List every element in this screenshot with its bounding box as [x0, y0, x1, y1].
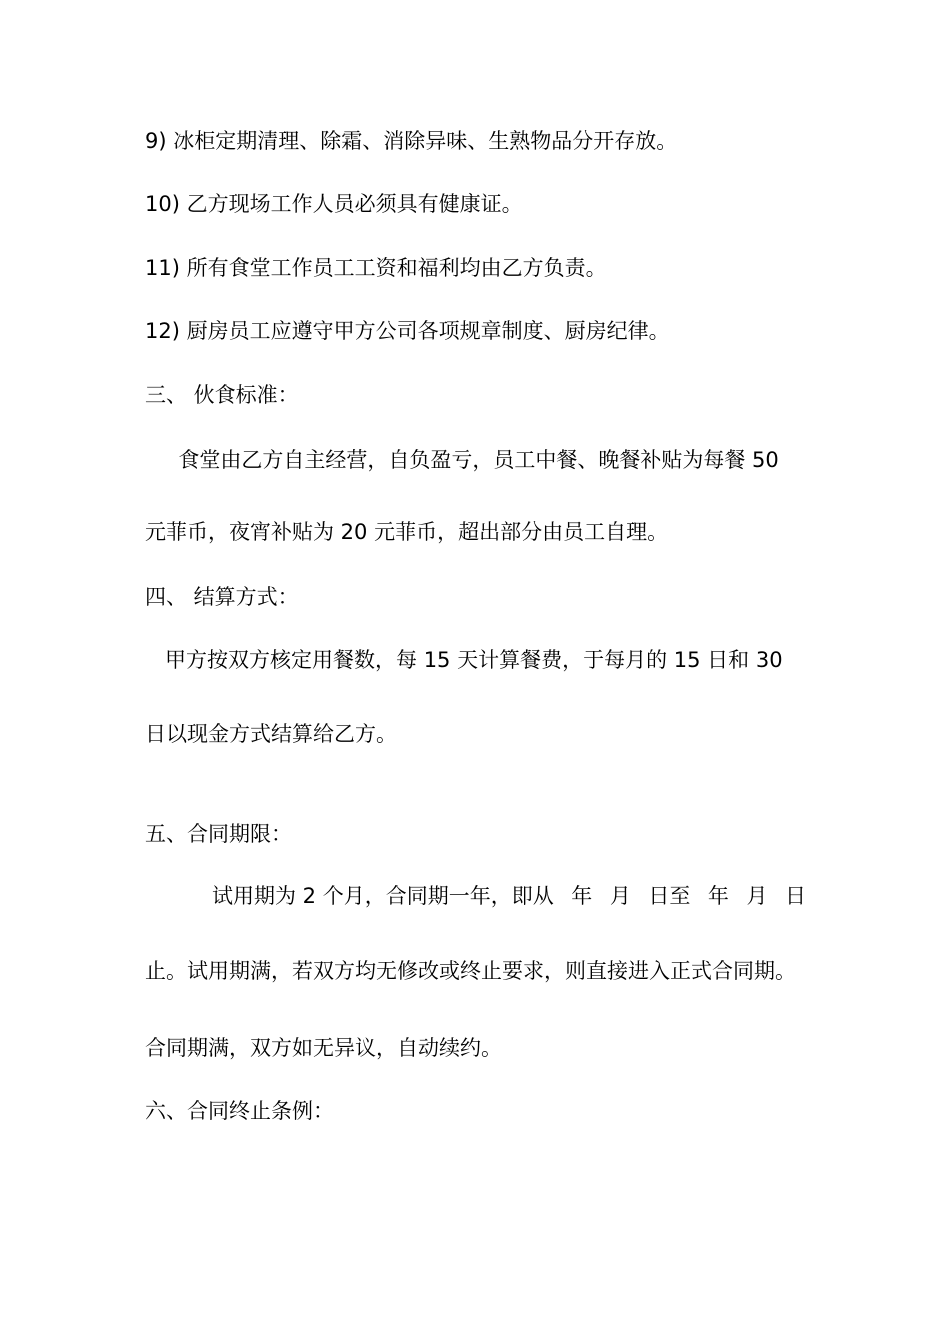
end-day-label: 日 [785, 884, 806, 908]
section-4-heading: 四、 结算方式： [145, 585, 299, 609]
section-4-paragraph-line-2: 日以现金方式结算给乙方。 [145, 722, 397, 746]
list-item-12: 12) 厨房员工应遵守甲方公司各项规章制度、厨房纪律。 [145, 319, 670, 343]
section-5-paragraph-line-1 [212, 882, 806, 910]
section-3-paragraph-line-1: 食堂由乙方自主经营，自负盈亏，员工中餐、晚餐补贴为每餐 50 [145, 448, 779, 472]
start-day-label: 日至 [648, 884, 691, 908]
term-text: 试用期为 2 个月，合同期一年，即从 [212, 884, 554, 908]
section-3-heading: 三、 伙食标准： [145, 383, 299, 407]
section-5-paragraph-line-2: 止。试用期满，若双方均无修改或终止要求，则直接进入正式合同期。 [145, 959, 796, 983]
section-3-paragraph-line-2: 元菲币，夜宵补贴为 20 元菲币，超出部分由员工自理。 [145, 520, 669, 544]
list-item-10: 10) 乙方现场工作人员必须具有健康证。 [145, 192, 523, 216]
section-6-heading: 六、合同终止条例： [145, 1099, 334, 1123]
end-month-label: 月 [746, 884, 768, 908]
start-month-label: 月 [609, 884, 631, 908]
section-5-paragraph-line-3: 合同期满，双方如无异议，自动续约。 [145, 1036, 502, 1060]
section-4-paragraph-line-1: 甲方按双方核定用餐数，每 15 天计算餐费，于每月的 15 日和 30 [145, 648, 783, 672]
end-year-label: 年 [707, 884, 729, 908]
list-item-9: 9) 冰柜定期清理、除霜、消除异味、生熟物品分开存放。 [145, 129, 678, 153]
list-item-11: 11) 所有食堂工作员工工资和福利均由乙方负责。 [145, 256, 607, 280]
start-year-label: 年 [571, 884, 593, 908]
section-5-heading: 五、合同期限： [145, 822, 292, 846]
